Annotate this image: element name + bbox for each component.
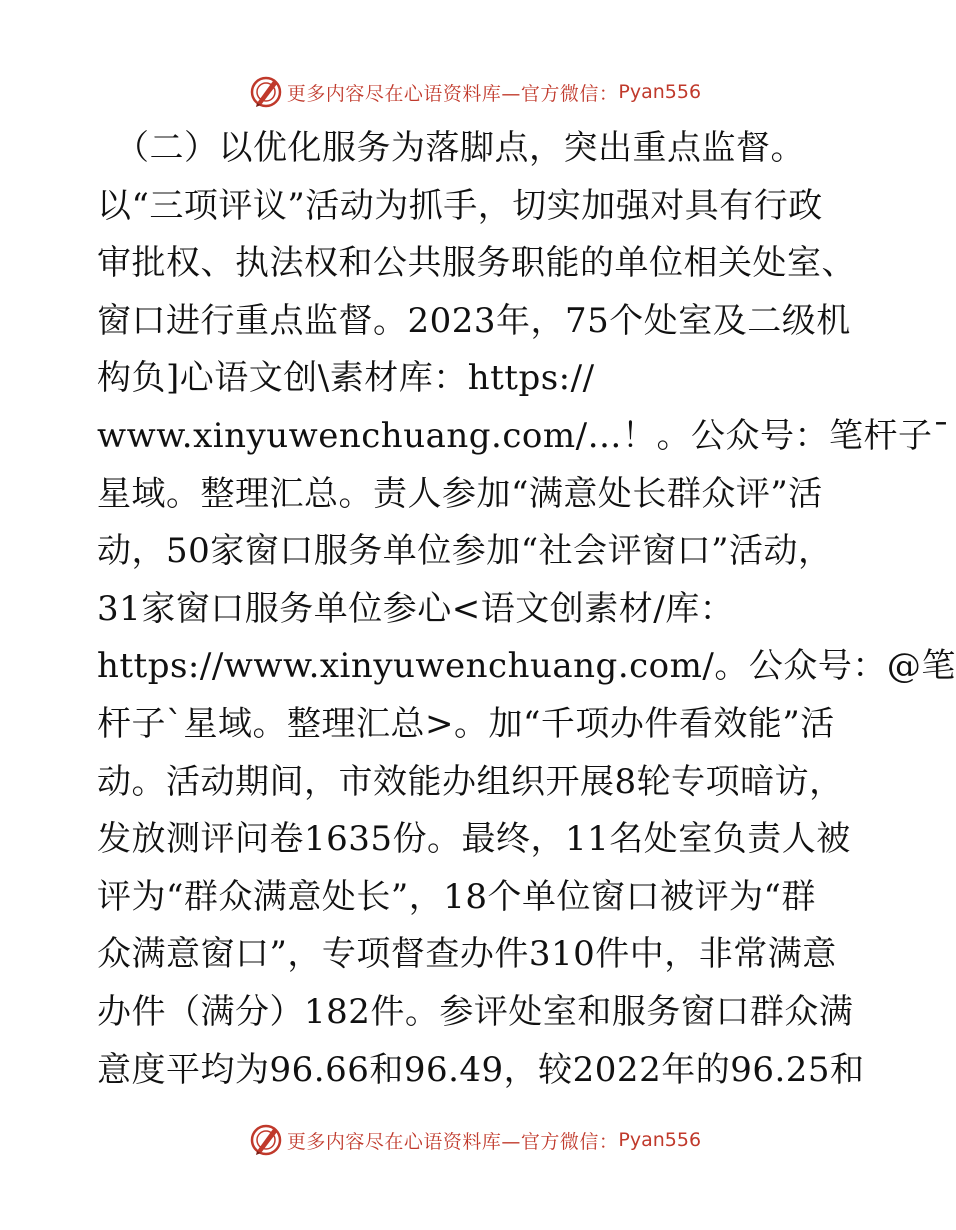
pen-logo-icon (249, 75, 283, 109)
paragraph-line: 动，50家窗口服务单位参加“社会评窗口”活动， (97, 531, 833, 572)
section-heading: （二）以优化服务为落脚点，突出重点监督。 (115, 128, 805, 168)
paragraph-line: 评为“群众满意处长”，18个单位窗口被评为“群 (97, 876, 816, 917)
document-body (97, 120, 956, 1099)
footer-wechat-id: Pyan556 (618, 1129, 702, 1151)
paragraph-line: 窗口进行重点监督。2023年，75个处室及二级机 (97, 300, 851, 341)
paragraph-line: www.xinyuwenchuang.com/…！。公众号：笔杆子¯ (97, 415, 951, 456)
paragraph-line: 星域。整理汇总。责人参加“满意处长群众评”活 (97, 473, 823, 514)
footer-banner (0, 1120, 950, 1160)
paragraph-line: 以“三项评议”活动为抓手，切实加强对具有行政 (97, 185, 823, 226)
paragraph-line: 31家窗口服务单位参心<语文创素材/库： (97, 588, 735, 629)
paragraph-line: 构负]心语文创\素材库：https:// (97, 358, 595, 399)
paragraph-line: 审批权、执法权和公共服务职能的单位相关处室、 (97, 243, 856, 284)
paragraph-line: https://www.xinyuwenchuang.com/。公众号：@笔 (97, 646, 956, 687)
paragraph-line: 杆子`星域。整理汇总>。加“千项办件看效能”活 (97, 703, 835, 744)
footer-banner-text: 更多内容尽在心语资料库—官方微信： (286, 1130, 619, 1153)
paragraph-line: 众满意窗口”，专项督查办件310件中，非常满意 (97, 934, 837, 975)
pen-logo-icon (249, 1123, 283, 1157)
header-banner (0, 72, 950, 112)
paragraph-line: 意度平均为96.66和96.49，较2022年的96.25和 (97, 1049, 865, 1090)
header-banner-text: 更多内容尽在心语资料库—官方微信： (286, 82, 619, 105)
paragraph-line: 发放测评问卷1635份。最终，11名处室负责人被 (97, 819, 851, 860)
paragraph-line: 动。活动期间，市效能办组织开展8轮专项暗访， (97, 761, 844, 802)
paragraph-line: 办件（满分）182件。参评处室和服务窗口群众满 (97, 991, 854, 1032)
header-wechat-id: Pyan556 (618, 81, 702, 103)
